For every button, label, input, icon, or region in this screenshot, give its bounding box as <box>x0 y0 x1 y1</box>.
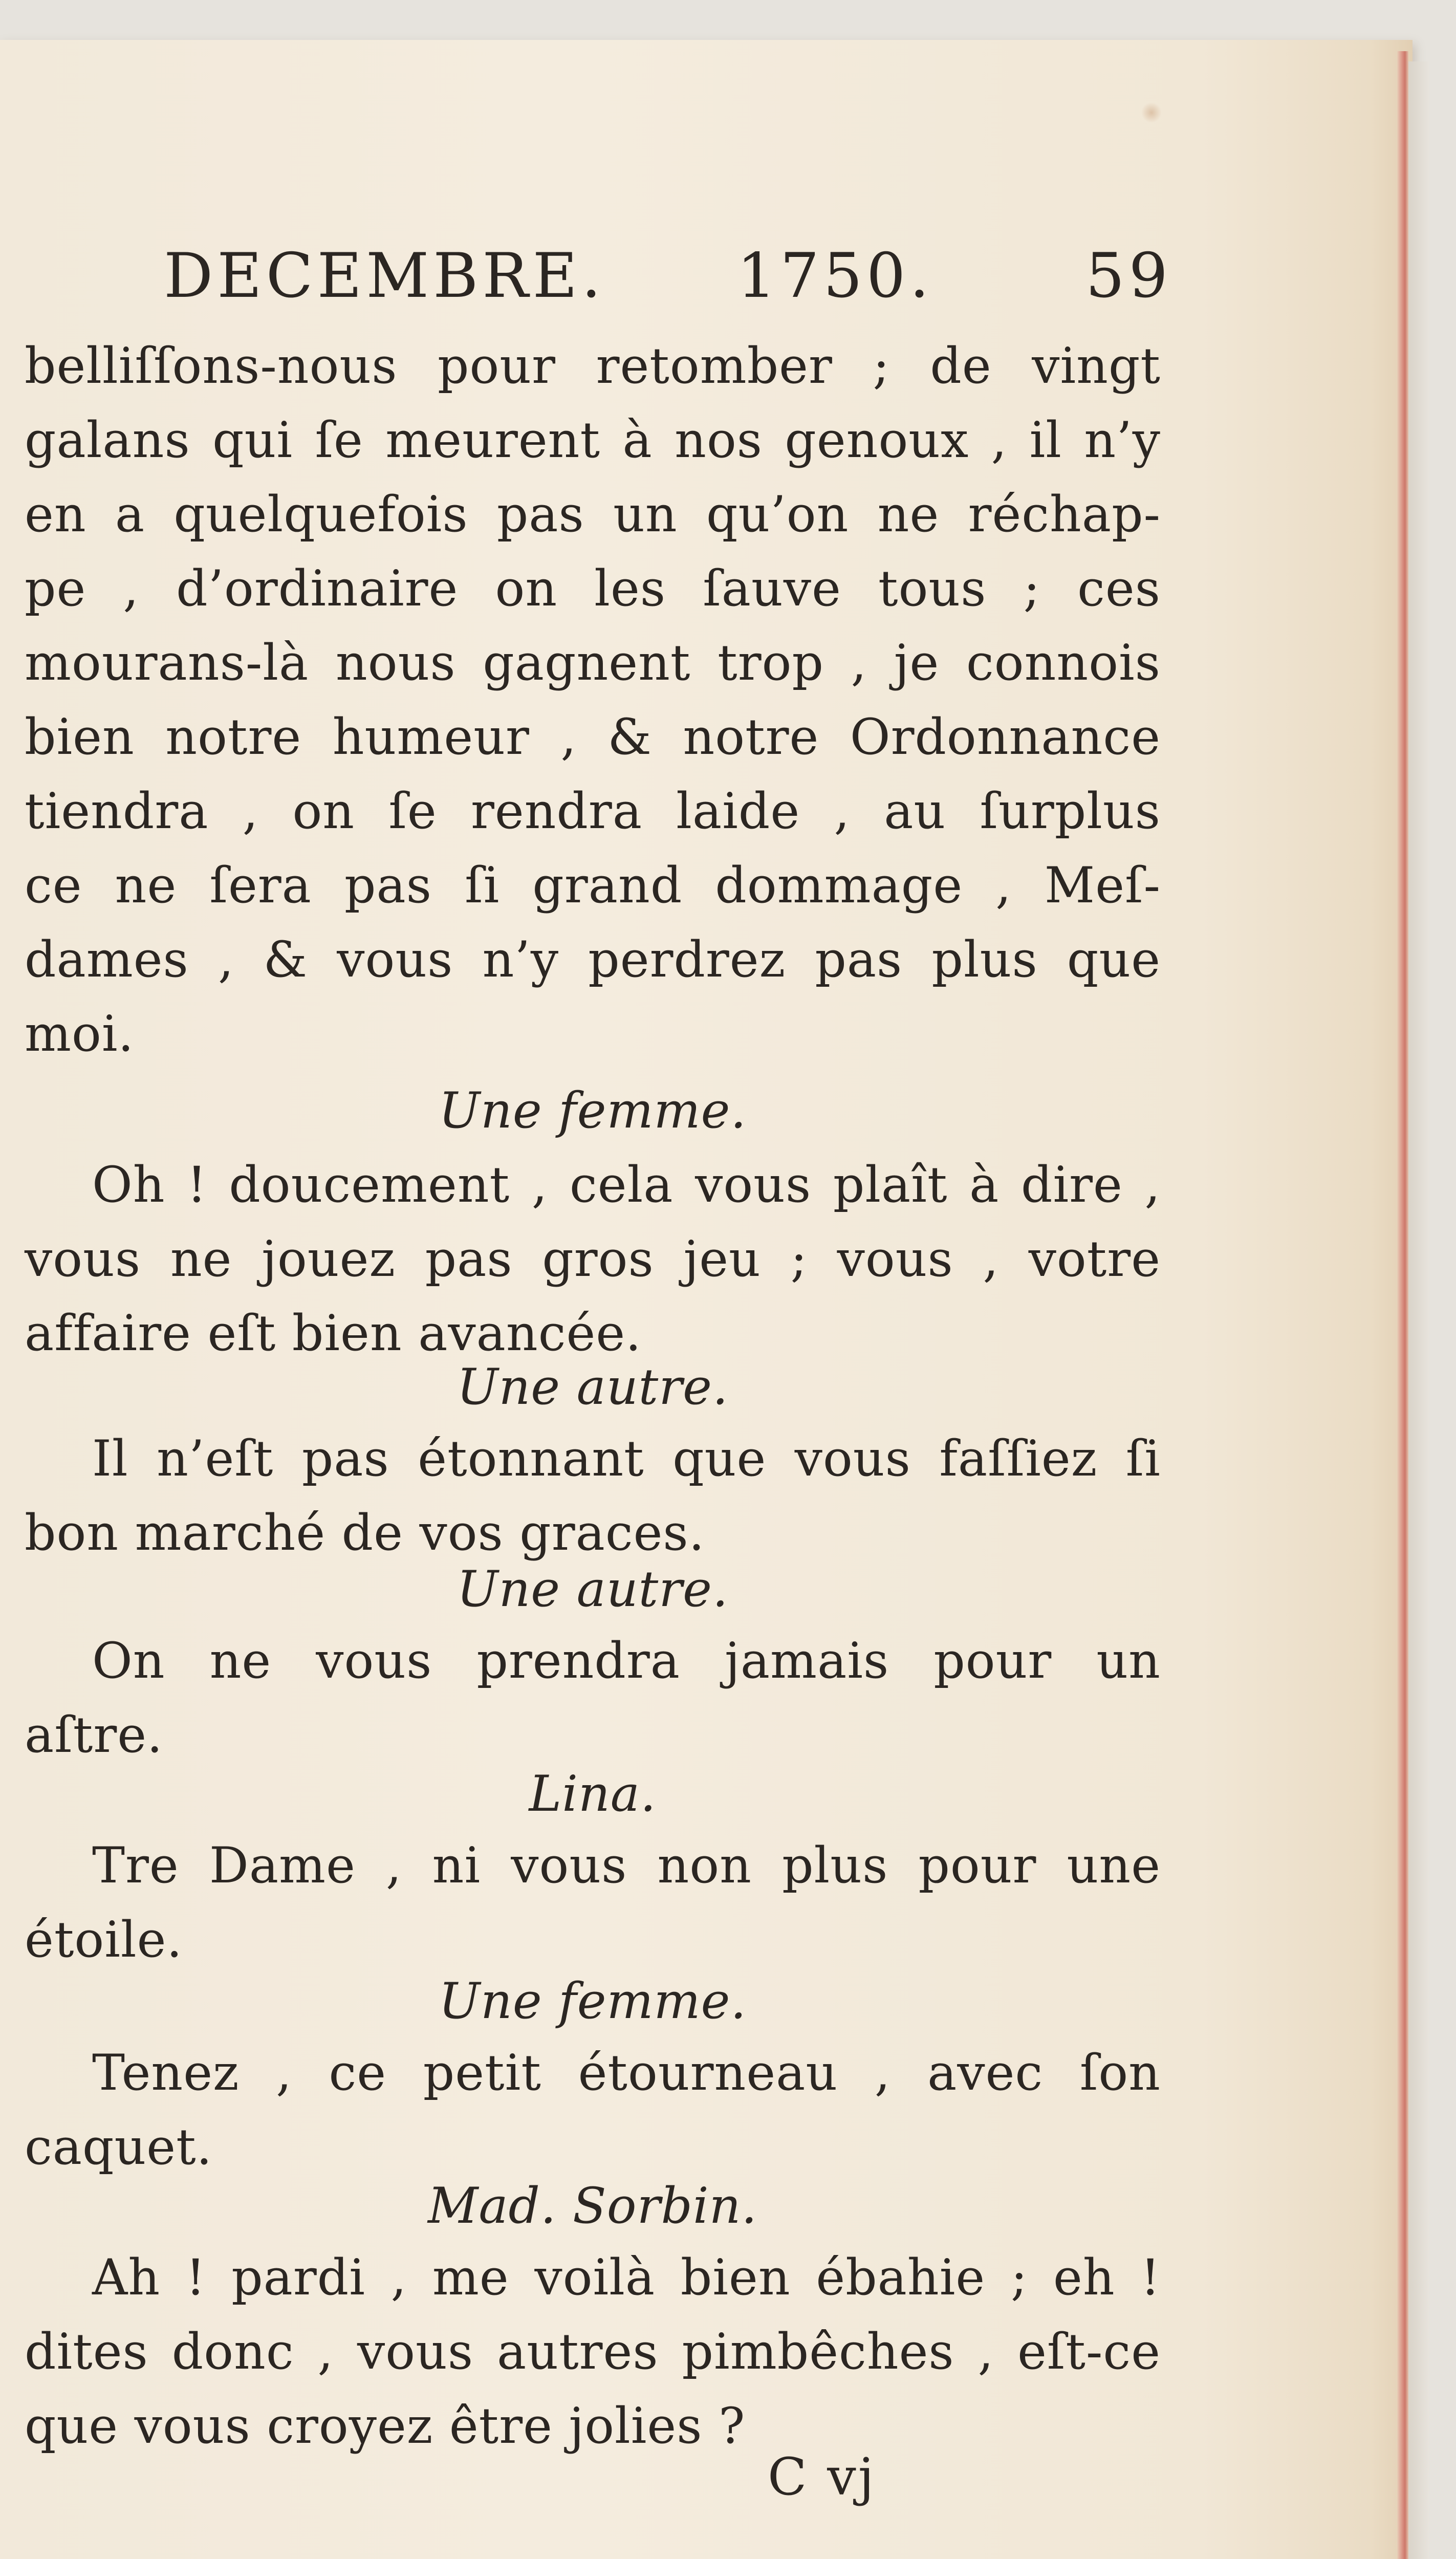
dialogue-line: affaire eſt bien avancée. <box>25 1305 642 1362</box>
dialogue-line: On ne vous prendra jamais pour un <box>92 1632 1161 1689</box>
speaker-label: Mad. Sorbin. <box>428 2177 757 2235</box>
signature-mark: C vj <box>768 2447 876 2507</box>
header-title: DECEMBRE. <box>164 241 605 312</box>
dialogue-line: dites donc , vous autres pimbêches , eſt-ce <box>25 2323 1161 2380</box>
text-line: galans qui ſe meurent à nos genoux , il n’y <box>25 411 1161 469</box>
speaker-label: Lina. <box>529 1765 657 1823</box>
dialogue-line: aſtre. <box>25 1706 163 1764</box>
speaker-label: Une femme. <box>439 1972 747 2030</box>
dialogue-line: que vous croyez être jolies ? <box>25 2397 746 2455</box>
text-line: en a quelquefois pas un qu’on ne réchap- <box>25 486 1161 543</box>
text-line: belliſſons-nous pour retomber ; de vingt <box>25 337 1161 395</box>
text-line: dames , & vous n’y perdrez pas plus que <box>25 931 1161 988</box>
dialogue-line: Il n’eſt pas étonnant que vous faſſiez ſi <box>92 1430 1161 1487</box>
dialogue-line: Oh ! doucement , cela vous plaît à dire , <box>92 1156 1161 1213</box>
dialogue-line: vous ne jouez pas gros jeu ; vous , votre <box>25 1230 1161 1288</box>
dialogue-line: caquet. <box>25 2118 213 2176</box>
page-number: 59 <box>1085 241 1172 312</box>
text-line: ce ne ſera pas ſi grand dommage , Meſ- <box>25 857 1161 914</box>
header-year: 1750. <box>737 241 933 312</box>
speaker-label: Une autre. <box>457 1560 729 1618</box>
text-line: mourans-là nous gagnent trop , je connois <box>25 634 1161 691</box>
speaker-label: Une femme. <box>439 1082 747 1139</box>
text-line: bien notre humeur , & notre Ordonnance <box>25 708 1161 766</box>
dialogue-line: Tre Dame , ni vous non plus pour une <box>92 1837 1161 1894</box>
speaker-label: Une autre. <box>457 1358 729 1416</box>
text-line: moi. <box>25 1005 135 1062</box>
dialogue-line: Tenez , ce petit étourneau , avec ſon <box>92 2044 1161 2101</box>
text-line: pe , d’ordinaire on les ſauve tous ; ces <box>25 560 1161 617</box>
dialogue-line: étoile. <box>25 1911 183 1968</box>
text-line: tiendra , on ſe rendra laide , au ſurplus <box>25 783 1161 840</box>
dialogue-line: Ah ! pardi , me voilà bien ébahie ; eh ! <box>92 2249 1161 2306</box>
dialogue-line: bon marché de vos graces. <box>25 1504 705 1562</box>
